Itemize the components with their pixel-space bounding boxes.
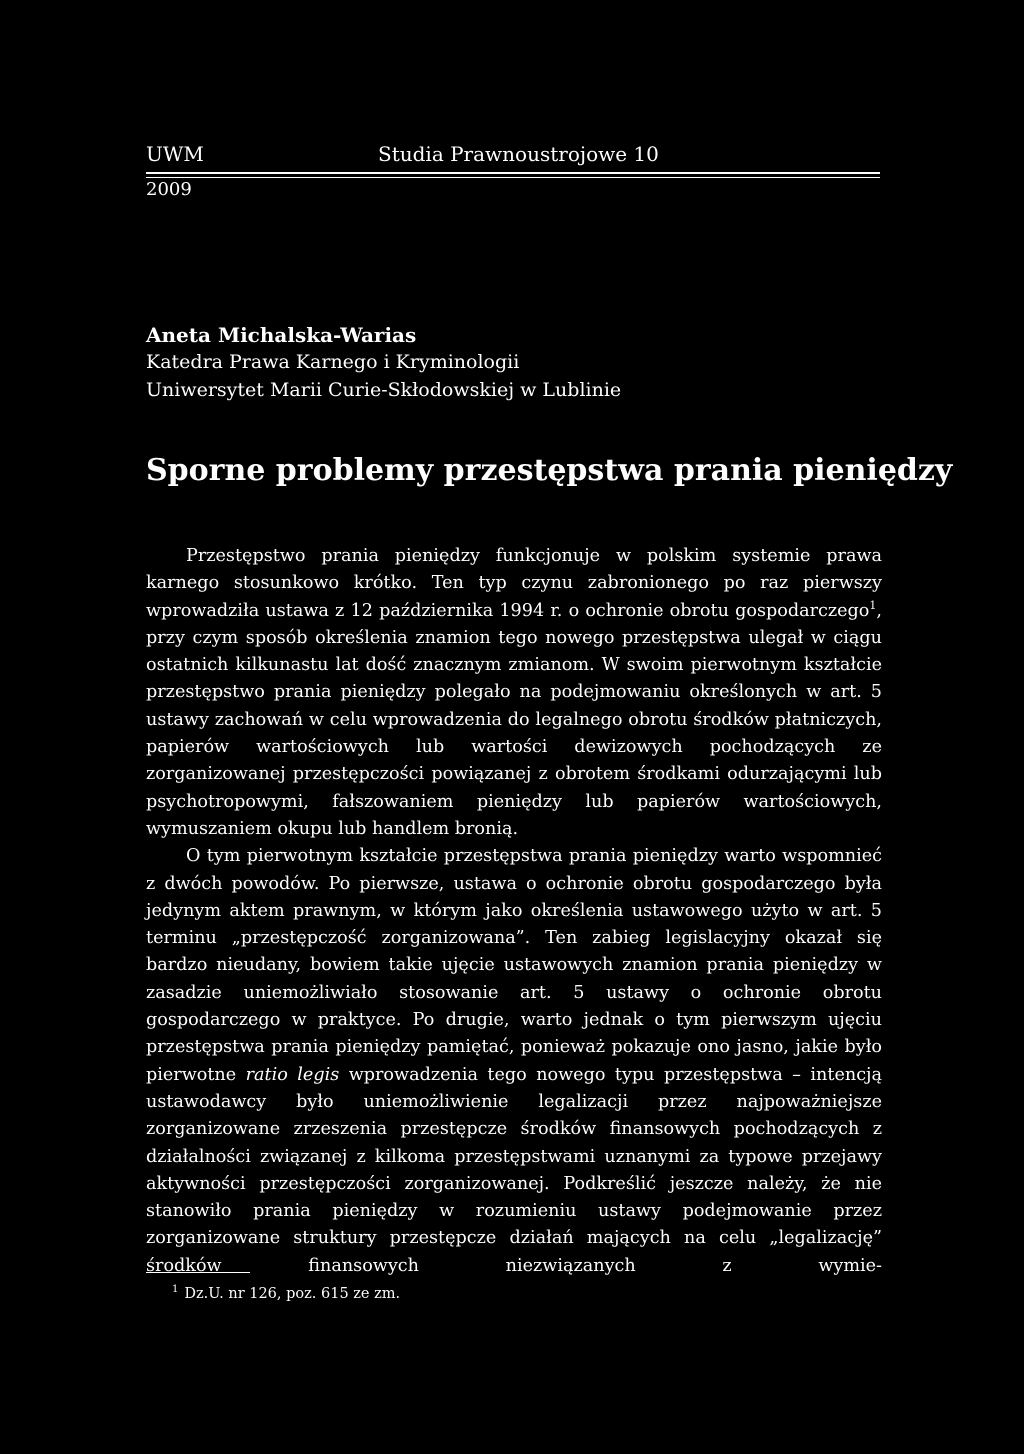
author-department: Katedra Prawa Karnego i Kryminologii — [146, 351, 520, 373]
body-paragraph-1-text-a: Przestępstwo prania pieniędzy funkcjonuje w polskim systemie prawa karnego stosunkowo krótko. Ten typ czynu zabronionego po raz pierwszy wprowadziła ustawa z 12 października 1994 r. o ochronie obrotu gospodarczego — [146, 546, 882, 621]
running-header-institution: UWM — [146, 142, 204, 166]
author-name: Aneta Michalska-Warias — [146, 323, 417, 347]
author-university: Uniwersytet Marii Curie-Skłodowskiej w Lublinie — [146, 379, 622, 401]
article-title: Sporne problemy przestępstwa prania pieniędzy — [146, 453, 953, 488]
body-paragraph-1 — [146, 543, 882, 843]
article-body — [146, 543, 882, 1280]
body-paragraph-1-text-b: , przy czym sposób określenia znamion tego nowego przestępstwa ulegał w ciągu ostatnich kilkunastu lat dość znacznym zmianom. W swoim pierwotnym kształcie przestępstwo prania pieniędzy polegało na podejmowaniu określonych w art. 5 ustawy zachowań w celu wprowadzenia do legalnego obrotu środków płatniczych, papierów wartościowych lub wartości dewizowych pochodzących ze zorganizowanej przestępczości powiązanej z obrotem środkami odurzającymi lub psychotropowymi, fałszowaniem pieniędzy lub papierów wartościowych, wymuszaniem okupu lub handlem bronią. — [146, 600, 882, 839]
footnote-text: Dz.U. nr 126, poz. 615 ze zm. — [184, 1286, 401, 1302]
footnote-reference: 1 — [869, 598, 877, 612]
footnote — [172, 1283, 400, 1305]
body-paragraph-2-text-a: O tym pierwotnym kształcie przestępstwa prania pieniędzy warto wspomnieć z dwóch powodów. Po pierwsze, ustawa o ochronie obrotu gospodarczego była jedynym aktem prawnym, w którym jako określenia ustawowego użyto w art. 5 terminu „przestępczość zorganizowana”. Ten zabieg legislacyjny okazał się bardzo nieudany, bowiem takie ujęcie ustawowych znamion prania pieniędzy w zasadzie uniemożliwiało stosowanie art. 5 ustawy o ochronie obrotu gospodarczego w praktyce. Po drugie, warto jednak o tym pierwszym ujęciu przestępstwa prania pieniędzy pamiętać, ponieważ pokazuje ono jasno, jakie było pierwotne — [146, 846, 882, 1085]
running-header-journal: Studia Prawnoustrojowe 10 — [378, 142, 659, 166]
running-header-year: 2009 — [146, 179, 192, 200]
header-double-rule — [146, 172, 880, 178]
footnote-number: 1 — [172, 1284, 179, 1296]
body-paragraph-2-italic-term: ratio legis — [245, 1064, 340, 1085]
body-paragraph-2 — [146, 843, 882, 1280]
footnote-separator — [146, 1272, 250, 1273]
body-paragraph-2-text-b: wprowadzenia tego nowego typu przestępstwa – intencją ustawodawcy było uniemożliwienie legalizacji przez najpoważniejsze zorganizowane zrzeszenia przestępcze środków finansowych pochodzących z działalności związanej z kilkoma przestępstwami uznanymi za typowe przejawy aktywności przestępczości zorganizowanej. Podkreślić jeszcze należy, że nie stanowiło prania pieniędzy w rozumieniu ustawy podejmowanie przez zorganizowane struktury przestępcze działań mających na celu „legalizację” środków finansowych niezwiązanych z wymie- — [146, 1064, 882, 1276]
